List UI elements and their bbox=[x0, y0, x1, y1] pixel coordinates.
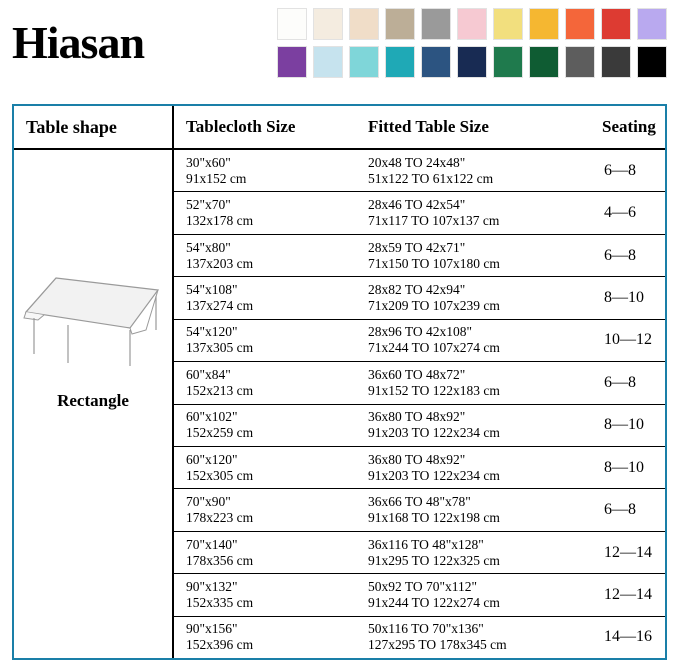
tablecloth-size-cm: 152x259 cm bbox=[186, 425, 254, 441]
tablecloth-size-cm: 132x178 cm bbox=[186, 213, 254, 229]
color-swatch[interactable] bbox=[349, 46, 379, 78]
tablecloth-size-inches: 52"x70" bbox=[186, 197, 231, 213]
tablecloth-size-inches: 90"x132" bbox=[186, 578, 238, 594]
tablecloth-size-inches: 54"x80" bbox=[186, 239, 231, 255]
color-swatch[interactable] bbox=[385, 8, 415, 40]
fitted-size-inches: 28x46 TO 42x54" bbox=[368, 197, 466, 213]
cell-tablecloth-size bbox=[174, 537, 364, 569]
cell-fitted-table-size bbox=[364, 155, 594, 187]
tablecloth-size-cm: 137x305 cm bbox=[186, 340, 254, 356]
table-row bbox=[174, 192, 665, 234]
cell-tablecloth-size bbox=[174, 579, 364, 611]
color-swatch[interactable] bbox=[277, 8, 307, 40]
cell-tablecloth-size bbox=[174, 155, 364, 187]
cell-seating: 6—8 bbox=[604, 501, 636, 519]
cell-tablecloth-size bbox=[174, 494, 364, 526]
fitted-size-cm: 91x244 TO 122x274 cm bbox=[368, 594, 500, 610]
tablecloth-size-cm: 152x335 cm bbox=[186, 594, 254, 610]
color-swatch[interactable] bbox=[421, 46, 451, 78]
fitted-size-cm: 51x122 TO 61x122 cm bbox=[368, 170, 494, 186]
tablecloth-size-cm: 152x213 cm bbox=[186, 382, 254, 398]
table-row bbox=[174, 405, 665, 447]
cell-fitted-table-size bbox=[364, 367, 594, 399]
tablecloth-size-cm: 178x356 cm bbox=[186, 552, 254, 568]
table-row bbox=[174, 277, 665, 319]
swatch-row-2 bbox=[277, 46, 667, 78]
page-header bbox=[0, 0, 679, 86]
cell-fitted-table-size bbox=[364, 197, 594, 229]
cell-seating: 10—12 bbox=[604, 331, 652, 349]
cell-fitted-table-size bbox=[364, 621, 594, 653]
fitted-size-inches: 50x116 TO 70"x136" bbox=[368, 621, 484, 637]
fitted-size-cm: 91x168 TO 122x198 cm bbox=[368, 510, 500, 526]
tablecloth-size-cm: 137x203 cm bbox=[186, 255, 254, 271]
fitted-size-cm: 71x117 TO 107x137 cm bbox=[368, 213, 500, 229]
cell-fitted-table-size bbox=[364, 537, 594, 569]
header-seating: Seating bbox=[602, 117, 656, 136]
fitted-size-cm: 91x295 TO 122x325 cm bbox=[368, 552, 500, 568]
header-fitted-table-size: Fitted Table Size bbox=[368, 117, 489, 136]
fitted-size-inches: 28x96 TO 42x108" bbox=[368, 324, 473, 340]
size-table bbox=[174, 106, 665, 658]
color-swatch[interactable] bbox=[457, 8, 487, 40]
color-swatch[interactable] bbox=[493, 8, 523, 40]
table-header-row bbox=[174, 106, 665, 150]
size-chart-card bbox=[12, 104, 667, 660]
tablecloth-size-inches: 54"x120" bbox=[186, 324, 238, 340]
color-swatch[interactable] bbox=[565, 46, 595, 78]
tablecloth-size-inches: 90"x156" bbox=[186, 621, 238, 637]
shape-illustration-block bbox=[14, 150, 172, 658]
brand-logo: Hiasan bbox=[12, 17, 145, 68]
cell-seating: 8—10 bbox=[604, 458, 644, 476]
table-row bbox=[174, 617, 665, 658]
cell-tablecloth-size bbox=[174, 197, 364, 229]
cell-seating: 12—14 bbox=[604, 585, 652, 603]
fitted-size-inches: 36x80 TO 48x92" bbox=[368, 409, 466, 425]
tablecloth-size-inches: 54"x108" bbox=[186, 281, 238, 297]
cell-tablecloth-size bbox=[174, 621, 364, 653]
table-row bbox=[174, 235, 665, 277]
fitted-size-cm: 127x295 TO 178x345 cm bbox=[368, 637, 507, 653]
cell-tablecloth-size bbox=[174, 324, 364, 356]
table-row bbox=[174, 150, 665, 192]
cell-seating: 4—6 bbox=[604, 204, 636, 222]
fitted-size-inches: 28x59 TO 42x71" bbox=[368, 239, 466, 255]
table-row bbox=[174, 532, 665, 574]
cell-tablecloth-size bbox=[174, 367, 364, 399]
cell-fitted-table-size bbox=[364, 452, 594, 484]
cell-tablecloth-size bbox=[174, 240, 364, 272]
fitted-size-cm: 71x150 TO 107x180 cm bbox=[368, 255, 500, 271]
tablecloth-size-inches: 70"x140" bbox=[186, 536, 238, 552]
fitted-size-inches: 28x82 TO 42x94" bbox=[368, 281, 466, 297]
tablecloth-size-inches: 60"x84" bbox=[186, 366, 231, 382]
tablecloth-size-inches: 30"x60" bbox=[186, 154, 231, 170]
tablecloth-size-cm: 137x274 cm bbox=[186, 297, 254, 313]
swatch-row-1 bbox=[277, 8, 667, 40]
color-swatch[interactable] bbox=[529, 46, 559, 78]
cell-seating: 6—8 bbox=[604, 246, 636, 264]
color-swatch[interactable] bbox=[313, 8, 343, 40]
cell-fitted-table-size bbox=[364, 494, 594, 526]
cell-fitted-table-size bbox=[364, 409, 594, 441]
color-swatch-palette bbox=[277, 6, 669, 84]
fitted-size-inches: 36x60 TO 48x72" bbox=[368, 366, 466, 382]
color-swatch[interactable] bbox=[493, 46, 523, 78]
cell-seating: 8—10 bbox=[604, 288, 644, 306]
fitted-size-inches: 36x80 TO 48x92" bbox=[368, 451, 466, 467]
fitted-size-inches: 36x66 TO 48"x78" bbox=[368, 494, 471, 510]
tablecloth-size-inches: 60"x102" bbox=[186, 409, 238, 425]
cell-seating: 8—10 bbox=[604, 416, 644, 434]
tablecloth-size-inches: 70"x90" bbox=[186, 494, 231, 510]
fitted-size-cm: 91x152 TO 122x183 cm bbox=[368, 382, 500, 398]
table-row bbox=[174, 574, 665, 616]
tablecloth-size-cm: 178x223 cm bbox=[186, 510, 254, 526]
color-swatch[interactable] bbox=[529, 8, 559, 40]
fitted-size-inches: 20x48 TO 24x48" bbox=[368, 154, 466, 170]
cell-fitted-table-size bbox=[364, 282, 594, 314]
cell-tablecloth-size bbox=[174, 409, 364, 441]
shape-column bbox=[14, 106, 174, 658]
shape-column-header: Table shape bbox=[14, 106, 172, 150]
color-swatch[interactable] bbox=[277, 46, 307, 78]
table-row bbox=[174, 447, 665, 489]
fitted-size-cm: 91x203 TO 122x234 cm bbox=[368, 425, 500, 441]
color-swatch[interactable] bbox=[601, 46, 631, 78]
color-swatch[interactable] bbox=[385, 46, 415, 78]
fitted-size-inches: 50x92 TO 70"x112" bbox=[368, 578, 478, 594]
fitted-size-cm: 71x209 TO 107x239 cm bbox=[368, 297, 500, 313]
cell-seating: 6—8 bbox=[604, 373, 636, 391]
color-swatch[interactable] bbox=[601, 8, 631, 40]
header-tablecloth-size: Tablecloth Size bbox=[186, 117, 296, 136]
tablecloth-size-inches: 60"x120" bbox=[186, 451, 238, 467]
tablecloth-size-cm: 152x396 cm bbox=[186, 637, 254, 653]
table-row bbox=[174, 320, 665, 362]
color-swatch[interactable] bbox=[313, 46, 343, 78]
color-swatch[interactable] bbox=[421, 8, 451, 40]
color-swatch[interactable] bbox=[637, 8, 667, 40]
color-swatch[interactable] bbox=[565, 8, 595, 40]
cell-tablecloth-size bbox=[174, 282, 364, 314]
cell-seating: 12—14 bbox=[604, 543, 652, 561]
shape-label: Rectangle bbox=[57, 390, 129, 410]
tablecloth-size-cm: 91x152 cm bbox=[186, 170, 247, 186]
cell-fitted-table-size bbox=[364, 324, 594, 356]
fitted-size-inches: 36x116 TO 48"x128" bbox=[368, 536, 484, 552]
tablecloth-size-cm: 152x305 cm bbox=[186, 467, 254, 483]
color-swatch[interactable] bbox=[349, 8, 379, 40]
table-row bbox=[174, 362, 665, 404]
fitted-size-cm: 91x203 TO 122x234 cm bbox=[368, 467, 500, 483]
cell-seating: 14—16 bbox=[604, 628, 652, 646]
color-swatch[interactable] bbox=[457, 46, 487, 78]
color-swatch[interactable] bbox=[637, 46, 667, 78]
table-row bbox=[174, 489, 665, 531]
cell-fitted-table-size bbox=[364, 240, 594, 272]
fitted-size-cm: 71x244 TO 107x274 cm bbox=[368, 340, 500, 356]
table-body bbox=[174, 150, 665, 658]
cell-tablecloth-size bbox=[174, 452, 364, 484]
cell-seating: 6—8 bbox=[604, 161, 636, 179]
cell-fitted-table-size bbox=[364, 579, 594, 611]
rectangle-table-icon bbox=[18, 268, 168, 373]
